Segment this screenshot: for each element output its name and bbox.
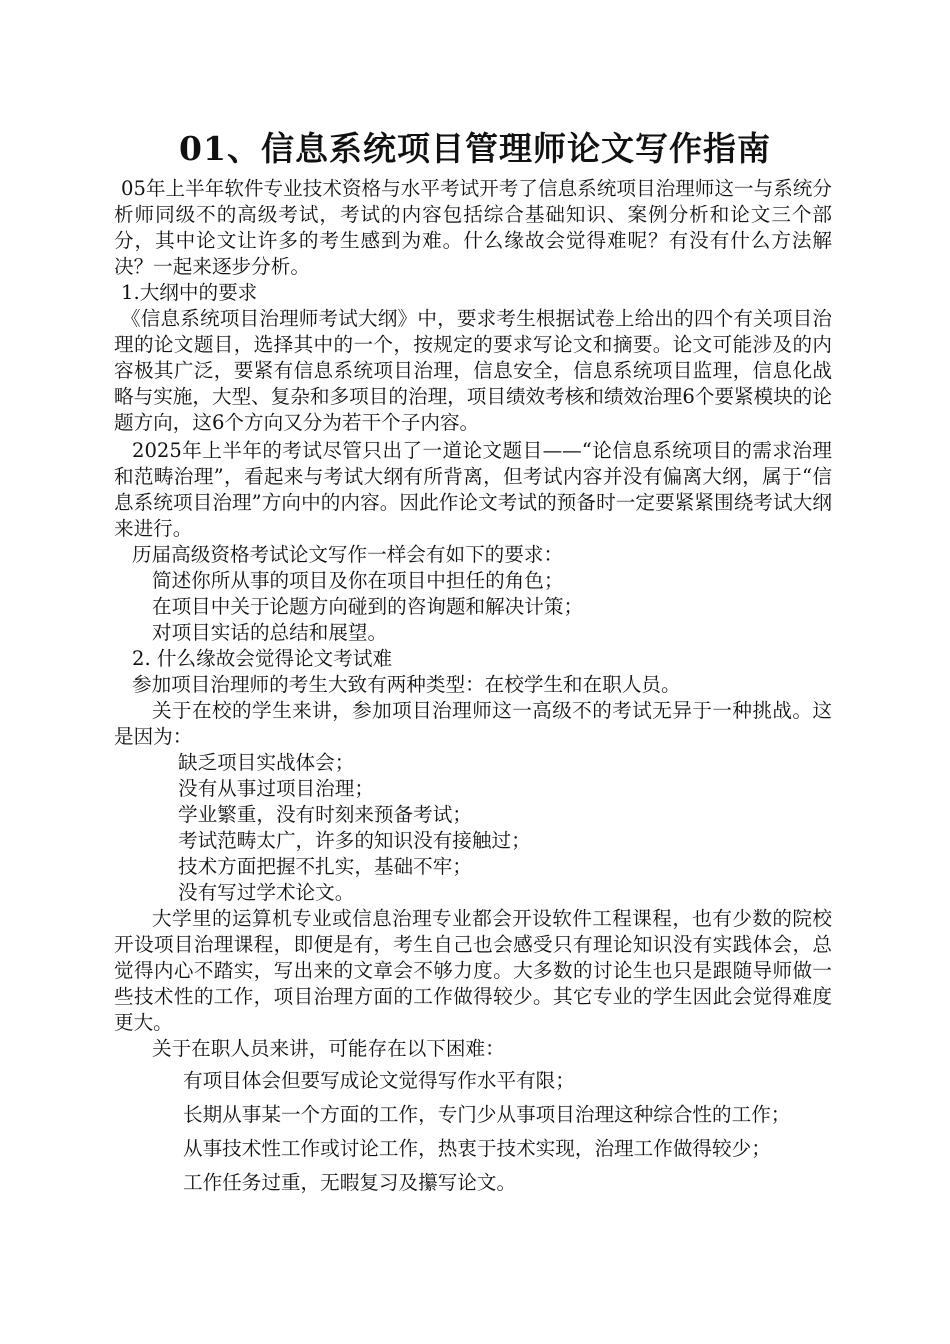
- staff-difficulty-item: 工作任务过重，无暇复习及攥写论文。: [183, 1171, 517, 1194]
- student-difficulty-item: 技术方面把握不扎实，基础不牢；: [178, 855, 472, 878]
- document-body: [114, 176, 832, 1198]
- student-difficulty-item: 学业繁重，没有时刻来预备考试；: [178, 803, 472, 826]
- staff-difficulty-item: 长期从事某一个方面的工作，专门少从事项目治理这种综合性的工作；: [183, 1103, 791, 1126]
- section-heading-difficulty: 2. 什么缘故会觉得论文考试难: [132, 647, 393, 670]
- section-heading-syllabus: 1.大纲中的要求: [121, 281, 258, 304]
- requirement-item: 对项目实话的总结和展望。: [152, 621, 388, 644]
- requirement-item: 在项目中关于论题方向碰到的咨询题和解决计策；: [152, 595, 584, 618]
- student-difficulty-item: 考试范畴太广，许多的知识没有接触过；: [178, 829, 531, 852]
- syllabus-paragraph: 《信息系统项目治理师考试大纲》中，要求考生根据试卷上给出的四个有关项目治理的论文题目，选择其中的一个，按规定的要求写论文和摘要。论文可能涉及的内容极其广泛，要紧有信息系统项目治理，信息安全，信息系统项目监理，信息化战略与实施，大型、复杂和多项目的治理，项目绩效考核和绩效治理6个要紧模块的论题方向，这6个方向又分为若干个子内容。: [114, 307, 832, 434]
- requirement-item: 简述你所从事的项目及你在项目中担任的角色；: [152, 569, 564, 592]
- staff-difficulty-item: 从事技术性工作或讨论工作，热衷于技术实现，治理工作做得较少；: [183, 1137, 771, 1160]
- staff-difficulty-item: 有项目体会但要写成论文觉得写作水平有限；: [183, 1069, 575, 1092]
- candidates-paragraph: 参加项目治理师的考生大致有两种类型：在校学生和在职人员。: [132, 673, 681, 696]
- university-paragraph: 大学里的运算机专业或信息治理专业都会开设软件工程课程，也有少数的院校开设项目治理课程，即便是有，考生自己也会感受只有理论知识没有实践体会，总觉得内心不踏实，写出来的文章会不够力度。大多数的讨论生也只是跟随导师做一些技术性的工作，项目治理方面的工作做得较少。其它专业的学生因此会觉得难度更大。: [114, 907, 832, 1034]
- students-paragraph: 关于在校的学生来讲，参加项目治理师这一高级不的考试无异于一种挑战。这是因为：: [114, 699, 832, 748]
- requirements-intro: 历届高级资格考试论文写作一样会有如下的要求：: [132, 543, 564, 566]
- document-title: 01、信息系统项目管理师论文写作指南: [179, 129, 771, 168]
- working-staff-paragraph: 关于在职人员来讲，可能存在以下困难：: [152, 1037, 505, 1060]
- student-difficulty-item: 没有从事过项目治理；: [178, 777, 374, 800]
- student-difficulty-item: 缺乏项目实战体会；: [178, 751, 355, 774]
- intro-paragraph: 05年上半年软件专业技术资格与水平考试开考了信息系统项目治理师这一与系统分析师同级不的高级考试，考试的内容包括综合基础知识、案例分析和论文三个部分，其中论文让许多的考生感到为难。什么缘故会觉得难呢？有没有什么方法解决？一起来逐步分析。: [114, 177, 832, 278]
- exam-2025-paragraph: 2025年上半年的考试尽管只出了一道论文题目——“论信息系统项目的需求治理和范畴治理”，看起来与考试大纲有所背离，但考试内容并没有偏离大纲，属于“信息系统项目治理”方向中的内容。因此作论文考试的预备时一定要紧紧围绕考试大纲来进行。: [114, 439, 832, 540]
- student-difficulty-item: 没有写过学术论文。: [178, 881, 355, 904]
